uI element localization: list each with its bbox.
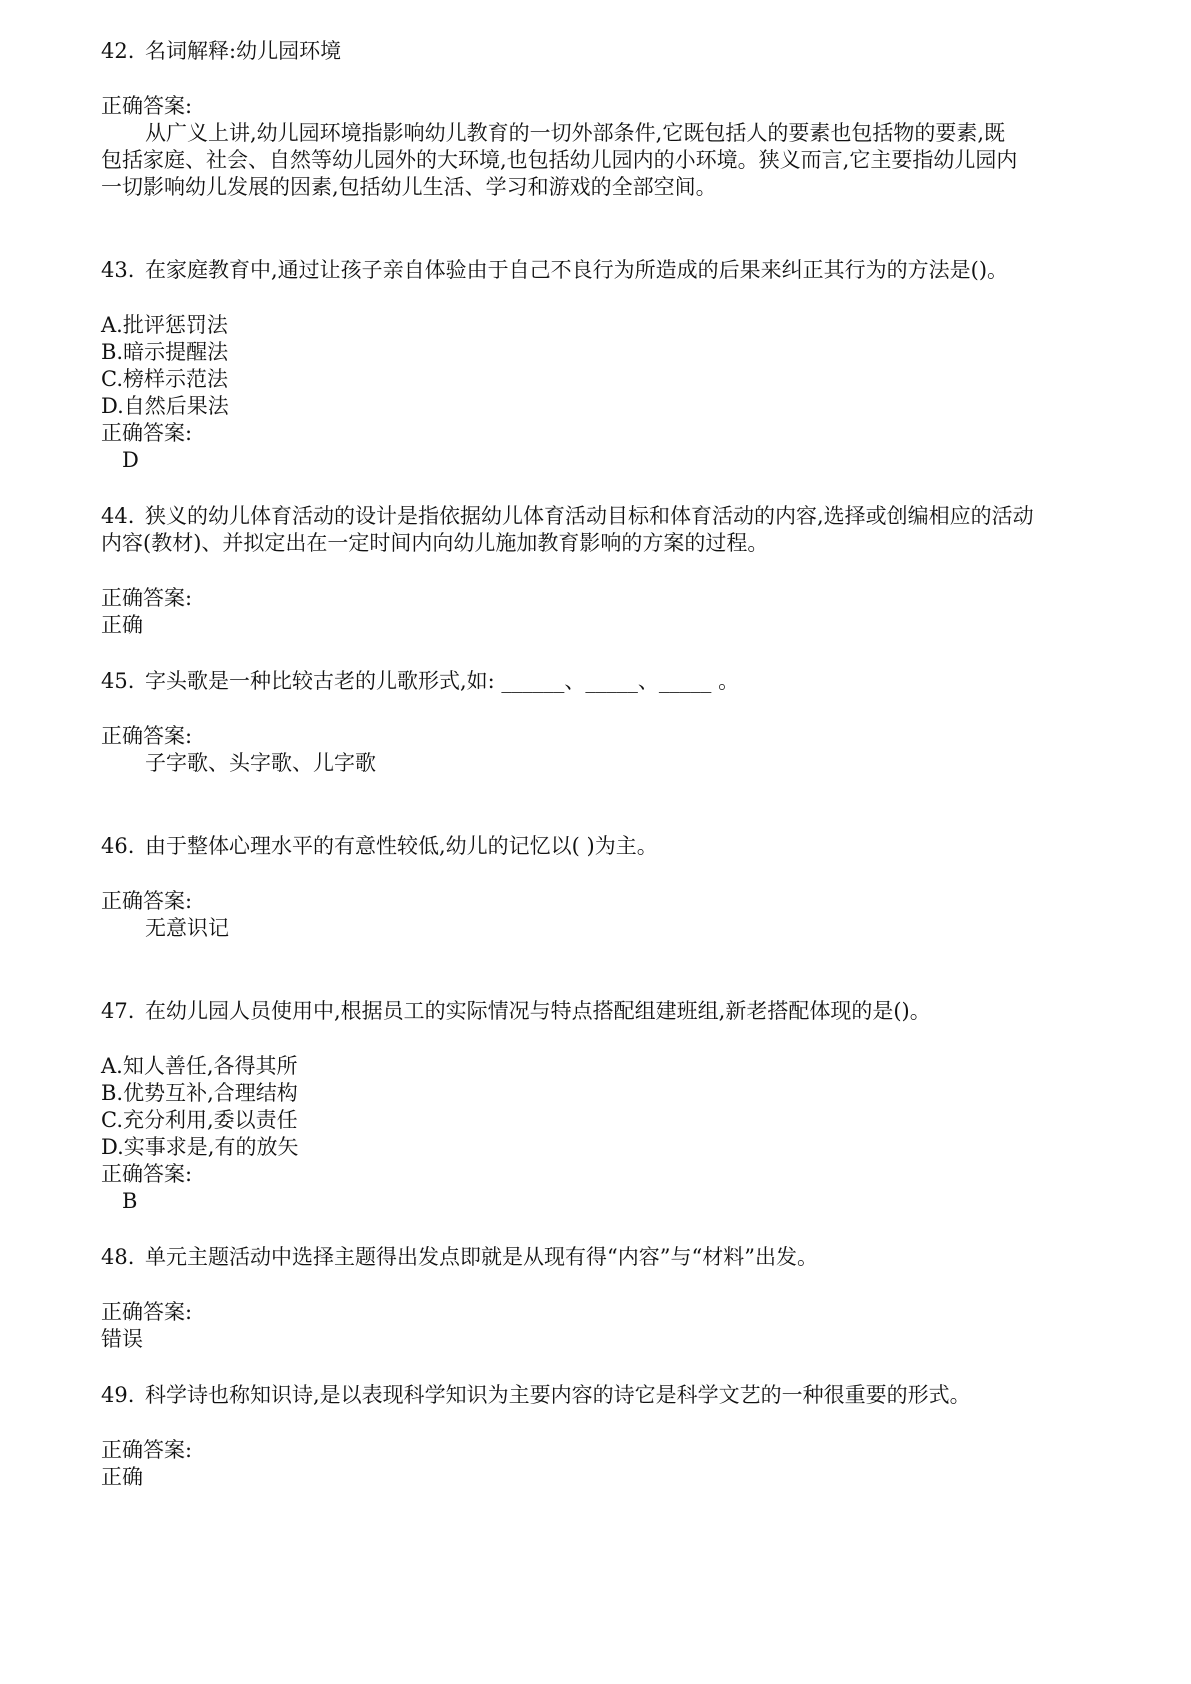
question-text: 名词解释:幼儿园环境 [145, 39, 342, 63]
question-46 [101, 832, 658, 860]
question-number: 42. [101, 39, 135, 63]
question-text: 由于整体心理水平的有意性较低,幼儿的记忆以( )为主。 [145, 834, 658, 858]
answer-label: 正确答案: [101, 1438, 193, 1462]
question-number: 48. [101, 1245, 135, 1269]
answer-label: 正确答案: [101, 724, 193, 748]
question-44 [101, 502, 1034, 530]
answer-label: 正确答案: [101, 586, 193, 610]
question-number: 46. [101, 834, 135, 858]
answer-line: 从广义上讲,幼儿园环境指影响幼儿教育的一切外部条件,它既包括人的要素也包括物的要素,既 [145, 121, 1006, 145]
answer-value: 正确 [101, 613, 143, 637]
question-number: 47. [101, 999, 135, 1023]
answer-line: 包括家庭、社会、自然等幼儿园外的大环境,也包括幼儿园内的小环境。狭义而言,它主要指幼儿园内 [101, 148, 1018, 172]
answer-value: D [122, 448, 139, 472]
option-a: A.知人善任,各得其所 [101, 1054, 298, 1078]
question-number: 43. [101, 258, 135, 282]
option-b: B.暗示提醒法 [101, 340, 229, 364]
question-47 [101, 997, 931, 1025]
option-b: B.优势互补,合理结构 [101, 1081, 298, 1105]
question-number: 45. [101, 669, 135, 693]
answer-label: 正确答案: [101, 1162, 193, 1186]
option-c: C.充分利用,委以责任 [101, 1108, 298, 1132]
question-number: 49. [101, 1383, 135, 1407]
question-42 [101, 37, 341, 65]
answer-label: 正确答案: [101, 889, 193, 913]
question-49 [101, 1381, 971, 1409]
answer-value: B [122, 1189, 138, 1213]
question-text: 字头歌是一种比较古老的儿歌形式,如: ______、_____、_____ 。 [145, 669, 740, 693]
option-a: A.批评惩罚法 [101, 313, 228, 337]
question-43 [101, 256, 1008, 284]
question-text: 狭义的幼儿体育活动的设计是指依据幼儿体育活动目标和体育活动的内容,选择或创编相应的活动 [145, 504, 1034, 528]
question-text: 在家庭教育中,通过让孩子亲自体验由于自己不良行为所造成的后果来纠正其行为的方法是()。 [145, 258, 1009, 282]
question-text: 在幼儿园人员使用中,根据员工的实际情况与特点搭配组建班组,新老搭配体现的是()。 [145, 999, 931, 1023]
question-text-continued: 内容(教材)、并拟定出在一定时间内向幼儿施加教育影响的方案的过程。 [101, 531, 769, 555]
option-c: C.榜样示范法 [101, 367, 228, 391]
answer-value: 无意识记 [145, 916, 229, 940]
question-number: 44. [101, 504, 135, 528]
answer-value: 正确 [101, 1465, 143, 1489]
question-text: 单元主题活动中选择主题得出发点即就是从现有得“内容”与“材料”出发。 [145, 1245, 818, 1269]
option-d: D.自然后果法 [101, 394, 229, 418]
question-text: 科学诗也称知识诗,是以表现科学知识为主要内容的诗它是科学文艺的一种很重要的形式。 [145, 1383, 971, 1407]
option-d: D.实事求是,有的放矢 [101, 1135, 299, 1159]
answer-label: 正确答案: [101, 1300, 193, 1324]
answer-value: 子字歌、头字歌、儿字歌 [145, 751, 376, 775]
answer-value: 错误 [101, 1327, 143, 1351]
answer-label: 正确答案: [101, 421, 193, 445]
answer-line: 一切影响幼儿发展的因素,包括幼儿生活、学习和游戏的全部空间。 [101, 175, 717, 199]
question-48 [101, 1243, 818, 1271]
question-45 [101, 667, 739, 695]
answer-label: 正确答案: [101, 94, 193, 118]
